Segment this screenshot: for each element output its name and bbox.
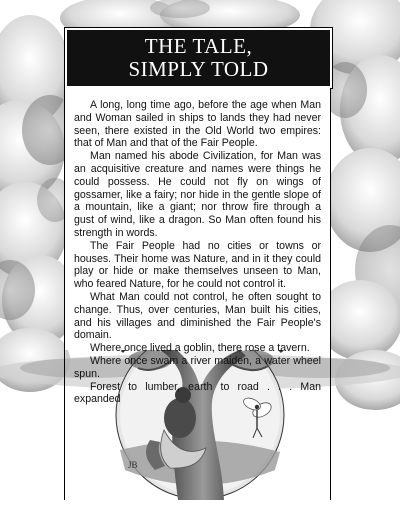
paragraph: Man named his abode Civilization, for Man was an acquisitive creature and names were things he could possess. He could not fly on wings of gossamer, like a fairy; nor hide in the gentle slope of a mountain, like a giant; nor throw fire through a gust of wind, like a dragon. So Man often found his strength in words. — [74, 150, 321, 239]
paragraph: Forest to lumber, earth to road . . . Man expanded — [74, 380, 321, 406]
artist-monogram: JB — [128, 460, 138, 470]
paragraph: Where once swam a river maiden, a water wheel spun. — [74, 354, 321, 380]
paragraph: Where once lived a goblin, there rose a tavern. — [90, 342, 310, 355]
paragraph: The Fair People had no cities or towns or houses. Their home was Nature, and in it they could play or hide or make themselves unseen to Man, who feared Nature, for he could not control it. — [74, 239, 321, 291]
title-line-1: THE TALE, — [144, 34, 253, 58]
title-line-2: SIMPLY TOLD — [128, 57, 269, 81]
paragraph: A long, long time ago, before the age when Man and Woman sailed in ships to lands they had never seen, there existed in the Old World two empires: that of Man and that of the Fair People. — [74, 99, 321, 150]
story-text-panel — [64, 88, 331, 406]
story-body — [74, 99, 321, 406]
title-banner — [64, 27, 333, 89]
paragraph: What Man could not control, he often sought to change. Thus, over centuries, Man built his cities, and his villages and diminished the Fair People's domain. — [74, 290, 321, 342]
